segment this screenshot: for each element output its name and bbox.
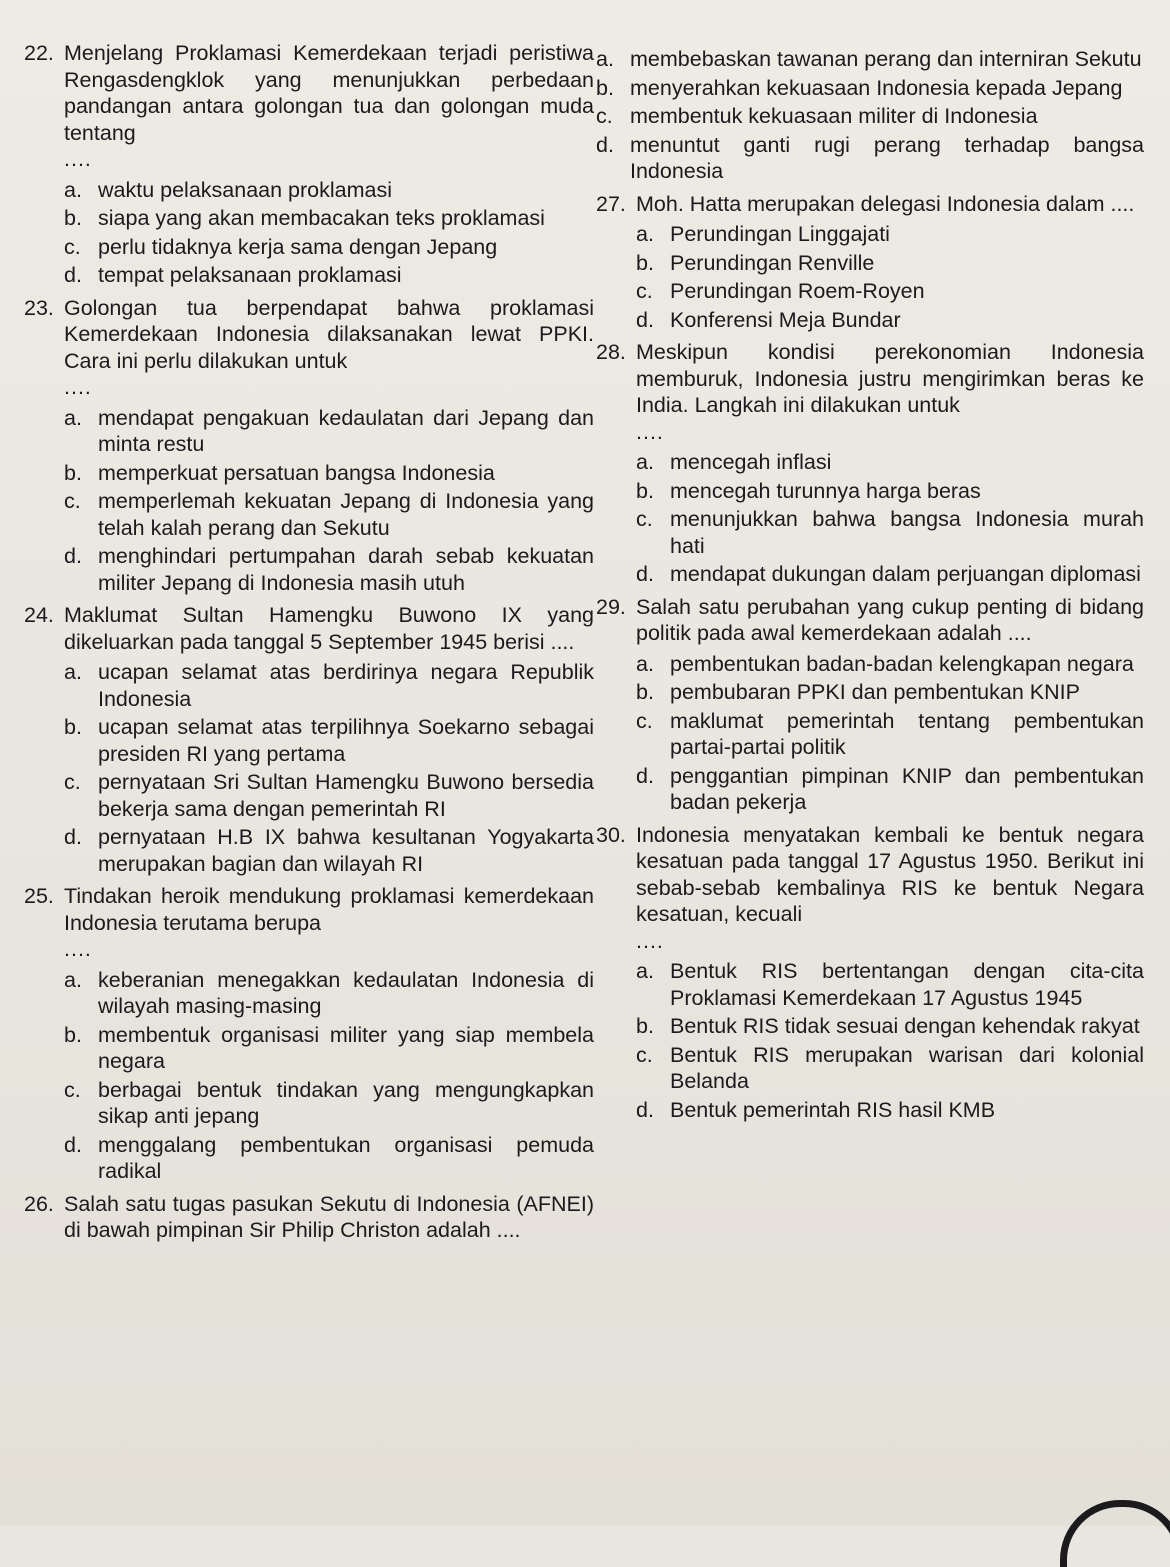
option-letter: b. <box>596 75 614 100</box>
option-text: menyerahkan kekuasaan Indonesia kepada Jepang <box>630 75 1123 100</box>
option-d <box>64 543 594 596</box>
option-text: waktu pelaksanaan proklamasi <box>98 177 392 202</box>
option-text: menunjukkan bahwa bangsa Indonesia murah hati <box>670 507 1144 558</box>
option-letter: d. <box>636 1097 654 1122</box>
option-a <box>64 967 594 1020</box>
option-text: pernyataan Sri Sultan Hamengku Buwono bersedia bekerja sama dengan pemerintah RI <box>98 770 594 821</box>
option-d <box>64 824 594 877</box>
question-29 <box>596 594 1144 816</box>
option-list <box>64 967 594 1185</box>
option-letter: a. <box>636 959 654 983</box>
question-blank: .... <box>64 375 92 399</box>
option-text: mencegah inflasi <box>670 450 832 474</box>
question-number: 23. <box>24 295 54 320</box>
option-d <box>636 763 1144 816</box>
page-edge-arc <box>1060 1500 1170 1567</box>
question-text: Tindakan heroik mendukung proklamasi kemerdekaan Indonesia terutama berupa <box>64 884 594 935</box>
option-text: Perundingan Renville <box>670 250 875 275</box>
option-text: ucapan selamat atas berdirinya negara Republik Indonesia <box>98 660 594 711</box>
option-text: mendapat dukungan dalam perjuangan diplomasi <box>670 562 1141 586</box>
option-a <box>64 177 594 204</box>
question-blank: .... <box>636 928 664 953</box>
option-c <box>636 708 1144 761</box>
question-23 <box>24 295 594 597</box>
option-d <box>64 262 594 289</box>
option-text: memperlemah kekuatan Jepang di Indonesia yang telah kalah perang dan Sekutu <box>98 489 594 540</box>
question-text: Maklumat Sultan Hamengku Buwono IX yang dikeluarkan pada tanggal 5 September 1945 berisi .... <box>64 603 594 654</box>
option-letter: a. <box>64 660 82 684</box>
option-letter: c. <box>64 770 81 794</box>
option-a <box>64 659 594 712</box>
question-22 <box>24 40 594 289</box>
question-blank: .... <box>636 419 664 444</box>
option-letter: d. <box>64 263 82 287</box>
option-list <box>636 958 1144 1123</box>
option-list <box>64 659 594 877</box>
option-text: siapa yang akan membacakan teks proklamasi <box>98 206 545 230</box>
option-c <box>64 488 594 541</box>
option-letter: a. <box>64 405 82 430</box>
option-text: berbagai bentuk tindakan yang mengungkapkan sikap anti jepang <box>98 1077 594 1128</box>
option-text: Perundingan Roem-Royen <box>670 279 925 303</box>
option-b <box>64 1022 594 1075</box>
option-a <box>596 46 1144 73</box>
option-d <box>636 1097 1144 1124</box>
option-c <box>636 278 1144 305</box>
option-letter: c. <box>636 708 653 733</box>
option-text: ucapan selamat atas terpilihnya Soekarno sebagai presiden RI yang pertama <box>98 715 594 766</box>
question-26 <box>24 1191 594 1244</box>
option-text: tempat pelaksanaan proklamasi <box>98 263 402 287</box>
option-d <box>596 132 1144 185</box>
option-list <box>64 405 594 597</box>
option-text: mendapat pengakuan kedaulatan dari Jepang dan minta restu <box>98 405 594 456</box>
option-letter: d. <box>596 132 614 157</box>
option-letter: c. <box>64 489 81 513</box>
option-letter: a. <box>64 177 82 202</box>
option-b <box>64 714 594 767</box>
option-text: membentuk kekuasaan militer di Indonesia <box>630 104 1038 128</box>
question-28 <box>596 339 1144 588</box>
option-letter: c. <box>636 279 653 303</box>
option-b <box>636 478 1144 505</box>
option-a <box>636 651 1144 678</box>
question-number: 24. <box>24 603 54 627</box>
question-number: 28. <box>596 340 626 364</box>
question-blank: .... <box>64 147 92 171</box>
option-text: menggalang pembentukan organisasi pemuda radikal <box>98 1132 594 1183</box>
option-b <box>636 679 1144 706</box>
option-b <box>636 250 1144 277</box>
option-text: Perundingan Linggajati <box>670 222 890 246</box>
option-letter: b. <box>636 680 654 704</box>
question-text: Meskipun kondisi perekonomian Indonesia memburuk, Indonesia justru mengirimkan beras ke India. Langkah ini dilakukan untuk <box>636 340 1144 417</box>
option-d <box>64 1132 594 1185</box>
option-text: keberanian menegakkan kedaulatan Indonesia di wilayah masing-masing <box>98 967 594 1018</box>
option-text: memperkuat persatuan bangsa Indonesia <box>98 460 495 485</box>
question-blank: .... <box>64 937 92 961</box>
option-text: Bentuk RIS tidak sesuai dengan kehendak rakyat <box>670 1014 1140 1038</box>
option-text: Bentuk RIS merupakan warisan dari kolonial Belanda <box>670 1042 1144 1093</box>
question-number: 27. <box>596 191 626 216</box>
option-letter: c. <box>64 234 81 259</box>
question-number: 30. <box>596 822 626 847</box>
option-letter: d. <box>636 307 654 332</box>
option-text: penggantian pimpinan KNIP dan pembentukan badan pekerja <box>670 763 1144 814</box>
option-letter: c. <box>596 104 613 128</box>
option-a <box>64 405 594 458</box>
question-text: Salah satu tugas pasukan Sekutu di Indonesia (AFNEI) di bawah pimpinan Sir Philip Christon adalah .... <box>64 1191 594 1242</box>
option-letter: b. <box>64 1022 82 1047</box>
option-a <box>636 221 1144 248</box>
option-letter: b. <box>636 1014 654 1038</box>
option-b <box>64 205 594 232</box>
option-c <box>596 103 1144 130</box>
option-text: maklumat pemerintah tentang pembentukan partai-partai politik <box>670 708 1144 759</box>
option-text: perlu tidaknya kerja sama dengan Jepang <box>98 234 498 259</box>
option-text: Konferensi Meja Bundar <box>670 307 901 332</box>
option-text: Bentuk pemerintah RIS hasil KMB <box>670 1097 996 1122</box>
right-column <box>596 40 1144 1129</box>
question-number: 25. <box>24 884 54 908</box>
question-25 <box>24 883 594 1185</box>
question-number: 22. <box>24 41 54 65</box>
option-text: membebaskan tawanan perang dan interniran Sekutu <box>630 47 1142 71</box>
option-d <box>636 561 1144 588</box>
option-a <box>636 958 1144 1011</box>
question-24 <box>24 602 594 877</box>
option-letter: d. <box>636 562 654 586</box>
option-list <box>636 651 1144 816</box>
option-letter: c. <box>636 1042 653 1067</box>
option-letter: b. <box>636 250 654 275</box>
option-list <box>636 449 1144 588</box>
option-c <box>64 769 594 822</box>
option-letter: d. <box>64 825 82 849</box>
question-number: 26. <box>24 1191 54 1216</box>
option-text: pembentukan badan-badan kelengkapan negara <box>670 651 1134 676</box>
option-letter: a. <box>636 450 654 474</box>
option-d <box>636 307 1144 334</box>
option-b <box>64 460 594 487</box>
question-text: Moh. Hatta merupakan delegasi Indonesia dalam .... <box>636 191 1135 216</box>
option-c <box>636 1042 1144 1095</box>
option-text: pembubaran PPKI dan pembentukan KNIP <box>670 680 1080 704</box>
option-letter: a. <box>636 651 654 676</box>
option-list <box>636 221 1144 333</box>
option-letter: d. <box>64 1132 82 1157</box>
option-letter: c. <box>64 1077 81 1102</box>
option-letter: b. <box>64 460 82 485</box>
option-letter: d. <box>64 544 82 568</box>
option-letter: c. <box>636 507 653 531</box>
option-text: pernyataan H.B IX bahwa kesultanan Yogyakarta merupakan bagian dan wilayah RI <box>98 825 594 876</box>
option-text: menuntut ganti rugi perang terhadap bangsa Indonesia <box>630 132 1144 183</box>
option-letter: a. <box>596 47 614 71</box>
option-text: membentuk organisasi militer yang siap membela negara <box>98 1022 594 1073</box>
option-letter: a. <box>64 967 82 992</box>
option-letter: b. <box>64 206 82 230</box>
option-c <box>636 506 1144 559</box>
option-b <box>636 1013 1144 1040</box>
option-b <box>596 75 1144 102</box>
option-text: Bentuk RIS bertentangan dengan cita-cita Proklamasi Kemerdekaan 17 Agustus 1945 <box>670 959 1144 1010</box>
option-text: mencegah turunnya harga beras <box>670 478 981 503</box>
option-c <box>64 234 594 261</box>
question-text: Indonesia menyatakan kembali ke bentuk negara kesatuan pada tanggal 17 Agustus 1950. Berikut ini sebab-sebab kembalinya RIS ke bentuk Negara kesatuan, kecuali <box>636 822 1144 926</box>
option-text: menghindari pertumpahan darah sebab kekuatan militer Jepang di Indonesia masih utuh <box>98 544 594 595</box>
question-27 <box>596 191 1144 334</box>
question-text: Golongan tua berpendapat bahwa proklamasi Kemerdekaan Indonesia dilaksanakan lewat PPKI. Cara ini perlu dilakukan untuk <box>64 295 594 373</box>
question-text: Menjelang Proklamasi Kemerdekaan terjadi peristiwa Rengasdengklok yang menunjukkan perbedaan pandangan antara golongan tua dan golongan muda tentang <box>64 41 594 145</box>
option-letter: b. <box>636 478 654 503</box>
question-text: Salah satu perubahan yang cukup penting di bidang politik pada awal kemerdekaan adalah .... <box>636 594 1144 645</box>
option-letter: b. <box>64 715 82 739</box>
option-c <box>64 1077 594 1130</box>
question-26-option-list <box>596 46 1144 185</box>
question-30 <box>596 822 1144 1124</box>
question-number: 29. <box>596 594 626 619</box>
option-a <box>636 449 1144 476</box>
option-letter: a. <box>636 222 654 246</box>
option-letter: d. <box>636 763 654 788</box>
option-list <box>64 177 594 289</box>
left-column <box>24 40 594 1246</box>
